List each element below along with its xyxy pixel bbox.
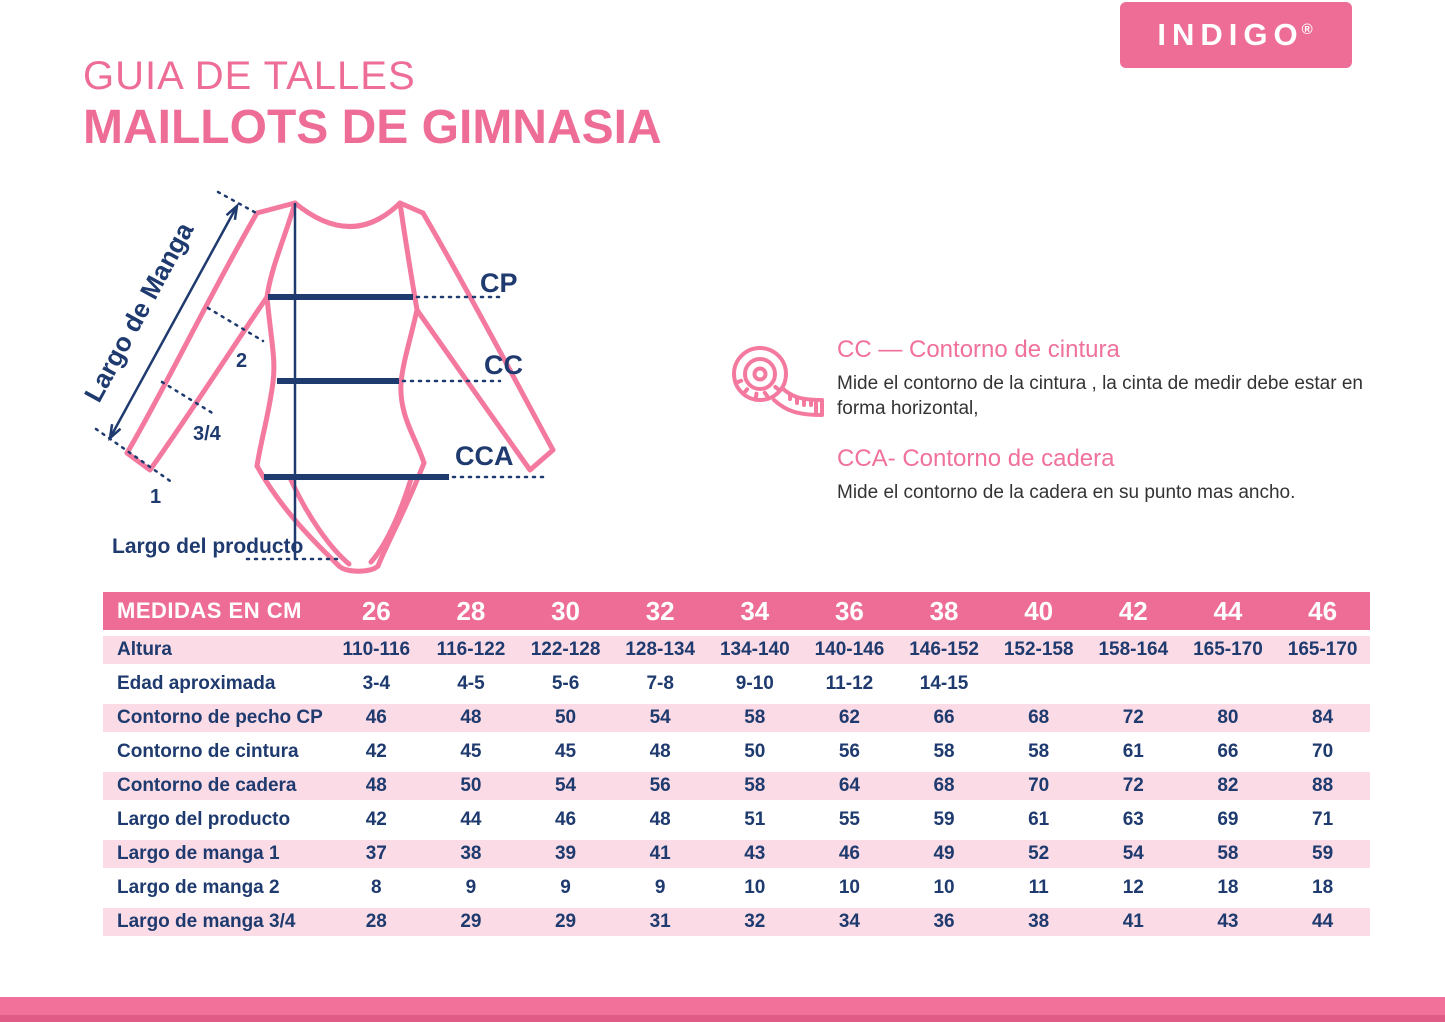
- measurement-cell: 58: [708, 704, 803, 732]
- measurement-cell: 46: [329, 704, 424, 732]
- measurement-cell: 10: [708, 874, 803, 902]
- measurement-cell: [1086, 670, 1181, 698]
- cca-label: CCA: [455, 441, 514, 471]
- row-label: Contorno de cintura: [103, 738, 329, 766]
- measurement-cell: 11: [991, 874, 1086, 902]
- cc-label: CC: [484, 350, 523, 380]
- measurement-cell: 8: [329, 874, 424, 902]
- measurement-cell: 36: [897, 908, 992, 936]
- page-title: MAILLOTS DE GIMNASIA: [83, 101, 662, 154]
- measurement-cell: 64: [802, 772, 897, 800]
- footer-bar: [0, 997, 1445, 1015]
- cca-heading: CCA- Contorno de cadera: [837, 445, 1115, 473]
- size-column-header: 44: [1181, 592, 1276, 630]
- measurement-cell: 48: [613, 806, 708, 834]
- row-label: Edad aproximada: [103, 670, 329, 698]
- measurement-cell: 18: [1275, 874, 1370, 902]
- measurement-cell: 116-122: [424, 636, 519, 664]
- measurement-cell: 44: [424, 806, 519, 834]
- cca-description: Mide el contorno de la cadera en su punto mas ancho.: [837, 482, 1296, 504]
- measurement-cell: 11-12: [802, 670, 897, 698]
- measurement-cell: 43: [1181, 908, 1276, 936]
- size-column-header: 42: [1086, 592, 1181, 630]
- measurement-cell: 50: [708, 738, 803, 766]
- sleeve-mark-1: 1: [150, 486, 162, 508]
- measurement-cell: 29: [424, 908, 519, 936]
- measurement-cell: 45: [424, 738, 519, 766]
- page-header: [83, 52, 662, 155]
- measurement-cell: 54: [518, 772, 613, 800]
- measurement-cell: [1181, 670, 1276, 698]
- row-label: Largo del producto: [103, 806, 329, 834]
- row-label: Largo de manga 2: [103, 874, 329, 902]
- measurement-cell: 46: [518, 806, 613, 834]
- measurement-cell: [1275, 670, 1370, 698]
- measurement-cell: 110-116: [329, 636, 424, 664]
- product-length-label: Largo del producto: [112, 535, 304, 558]
- measurement-cell: [991, 670, 1086, 698]
- table-row: [103, 806, 1370, 834]
- measurement-cell: 5-6: [518, 670, 613, 698]
- measurement-cell: 69: [1181, 806, 1276, 834]
- measurement-cell: 7-8: [613, 670, 708, 698]
- row-label: Contorno de cadera: [103, 772, 329, 800]
- measurement-cell: 165-170: [1275, 636, 1370, 664]
- measurement-cell: 51: [708, 806, 803, 834]
- footer-bar-edge: [0, 1015, 1445, 1022]
- measurement-cell: 56: [802, 738, 897, 766]
- measurement-cell: 48: [613, 738, 708, 766]
- table-row: [103, 840, 1370, 868]
- measurement-cell: 88: [1275, 772, 1370, 800]
- measurement-cell: 12: [1086, 874, 1181, 902]
- measurement-cell: 9-10: [708, 670, 803, 698]
- measurement-cell: 82: [1181, 772, 1276, 800]
- measurement-cell: 38: [991, 908, 1086, 936]
- table-row: [103, 636, 1370, 664]
- measurement-cell: 50: [424, 772, 519, 800]
- measurement-cell: 68: [991, 704, 1086, 732]
- measurement-cell: 56: [613, 772, 708, 800]
- measuring-tape-icon: [722, 338, 832, 418]
- measurement-cell: 48: [329, 772, 424, 800]
- measurement-cell: 84: [1275, 704, 1370, 732]
- sleeve-mark-3-4: 3/4: [193, 423, 221, 445]
- measurement-cell: 72: [1086, 704, 1181, 732]
- sleeve-tick-top: [218, 192, 258, 214]
- measurement-cell: 3-4: [329, 670, 424, 698]
- measurement-cell: 80: [1181, 704, 1276, 732]
- row-label: Contorno de pecho CP: [103, 704, 329, 732]
- sleeve-length-label: Largo de Manga: [77, 217, 200, 407]
- measurement-cell: 66: [897, 704, 992, 732]
- row-label: Largo de manga 3/4: [103, 908, 329, 936]
- measurement-cell: 55: [802, 806, 897, 834]
- leotard-outline: [127, 203, 553, 571]
- size-table-container: [103, 586, 1370, 942]
- measurement-cell: 38: [424, 840, 519, 868]
- measurement-cell: 62: [802, 704, 897, 732]
- size-table-header-row: [103, 592, 1370, 630]
- measurement-cell: 42: [329, 738, 424, 766]
- measurement-cell: 122-128: [518, 636, 613, 664]
- size-column-header: 28: [424, 592, 519, 630]
- measurement-cell: 49: [897, 840, 992, 868]
- measurement-cell: 41: [1086, 908, 1181, 936]
- measurement-cell: 48: [424, 704, 519, 732]
- measurement-cell: 146-152: [897, 636, 992, 664]
- table-header-label: MEDIDAS EN CM: [103, 592, 329, 630]
- measurement-cell: 58: [1181, 840, 1276, 868]
- measurement-cell: 46: [802, 840, 897, 868]
- measurement-cell: 54: [613, 704, 708, 732]
- size-column-header: 40: [991, 592, 1086, 630]
- page-subtitle: GUIA DE TALLES: [83, 54, 416, 98]
- measurement-cell: 9: [424, 874, 519, 902]
- table-row: [103, 874, 1370, 902]
- measurement-cell: 37: [329, 840, 424, 868]
- measurement-cell: 61: [1086, 738, 1181, 766]
- size-column-header: 38: [897, 592, 992, 630]
- measurement-cell: 68: [897, 772, 992, 800]
- measurement-cell: 42: [329, 806, 424, 834]
- measurement-cell: 18: [1181, 874, 1276, 902]
- measurement-cell: 29: [518, 908, 613, 936]
- brand-logo: [1120, 2, 1352, 68]
- measurement-cell: 70: [991, 772, 1086, 800]
- measurement-cell: 134-140: [708, 636, 803, 664]
- measurement-cell: 128-134: [613, 636, 708, 664]
- measurement-cell: 14-15: [897, 670, 992, 698]
- registered-mark-icon: ®: [1301, 20, 1313, 38]
- measurement-cell: 9: [518, 874, 613, 902]
- size-column-header: 34: [708, 592, 803, 630]
- size-column-header: 30: [518, 592, 613, 630]
- size-column-header: 32: [613, 592, 708, 630]
- measurement-cell: 72: [1086, 772, 1181, 800]
- measurement-cell: 165-170: [1181, 636, 1276, 664]
- measurement-cell: 44: [1275, 908, 1370, 936]
- measurement-cell: 58: [708, 772, 803, 800]
- measurement-cell: 58: [897, 738, 992, 766]
- measurement-cell: 50: [518, 704, 613, 732]
- table-row: [103, 772, 1370, 800]
- measurement-cell: 9: [613, 874, 708, 902]
- measurement-cell: 158-164: [1086, 636, 1181, 664]
- brand-logo-text: INDIGO: [1157, 17, 1304, 52]
- measurement-cell: 10: [802, 874, 897, 902]
- measurement-cell: 70: [1275, 738, 1370, 766]
- size-table: [103, 586, 1370, 942]
- cc-description: Mide el contorno de la cintura , la cinta de medir debe estar en forma horizontal,: [837, 373, 1363, 419]
- measurement-cell: 28: [329, 908, 424, 936]
- measurement-cell: 41: [613, 840, 708, 868]
- measurement-cell: 71: [1275, 806, 1370, 834]
- measurement-cell: 59: [897, 806, 992, 834]
- size-column-header: 36: [802, 592, 897, 630]
- measurement-info: [722, 328, 1422, 530]
- measurement-cell: 54: [1086, 840, 1181, 868]
- measurement-cell: 4-5: [424, 670, 519, 698]
- measurement-cell: 59: [1275, 840, 1370, 868]
- measurement-cell: 31: [613, 908, 708, 936]
- table-row: [103, 908, 1370, 936]
- measurement-cell: 66: [1181, 738, 1276, 766]
- table-row: [103, 670, 1370, 698]
- measurement-cell: 152-158: [991, 636, 1086, 664]
- measurement-cell: 10: [897, 874, 992, 902]
- measurement-cell: 32: [708, 908, 803, 936]
- sleeve-mark-2: 2: [236, 350, 248, 372]
- size-column-header: 46: [1275, 592, 1370, 630]
- measurement-cell: 34: [802, 908, 897, 936]
- cc-heading: CC — Contorno de cintura: [837, 336, 1120, 363]
- measurement-cell: 52: [991, 840, 1086, 868]
- measurement-cell: 63: [1086, 806, 1181, 834]
- measurement-cell: 61: [991, 806, 1086, 834]
- row-label: Altura: [103, 636, 329, 664]
- row-label: Largo de manga 1: [103, 840, 329, 868]
- table-row: [103, 738, 1370, 766]
- cp-label: CP: [480, 268, 518, 298]
- size-column-header: 26: [329, 592, 424, 630]
- measurement-cell: 39: [518, 840, 613, 868]
- measurement-cell: 58: [991, 738, 1086, 766]
- measurement-cell: 45: [518, 738, 613, 766]
- leotard-measurement-diagram: [75, 178, 645, 580]
- measurement-cell: 43: [708, 840, 803, 868]
- measurement-cell: 140-146: [802, 636, 897, 664]
- table-row: [103, 704, 1370, 732]
